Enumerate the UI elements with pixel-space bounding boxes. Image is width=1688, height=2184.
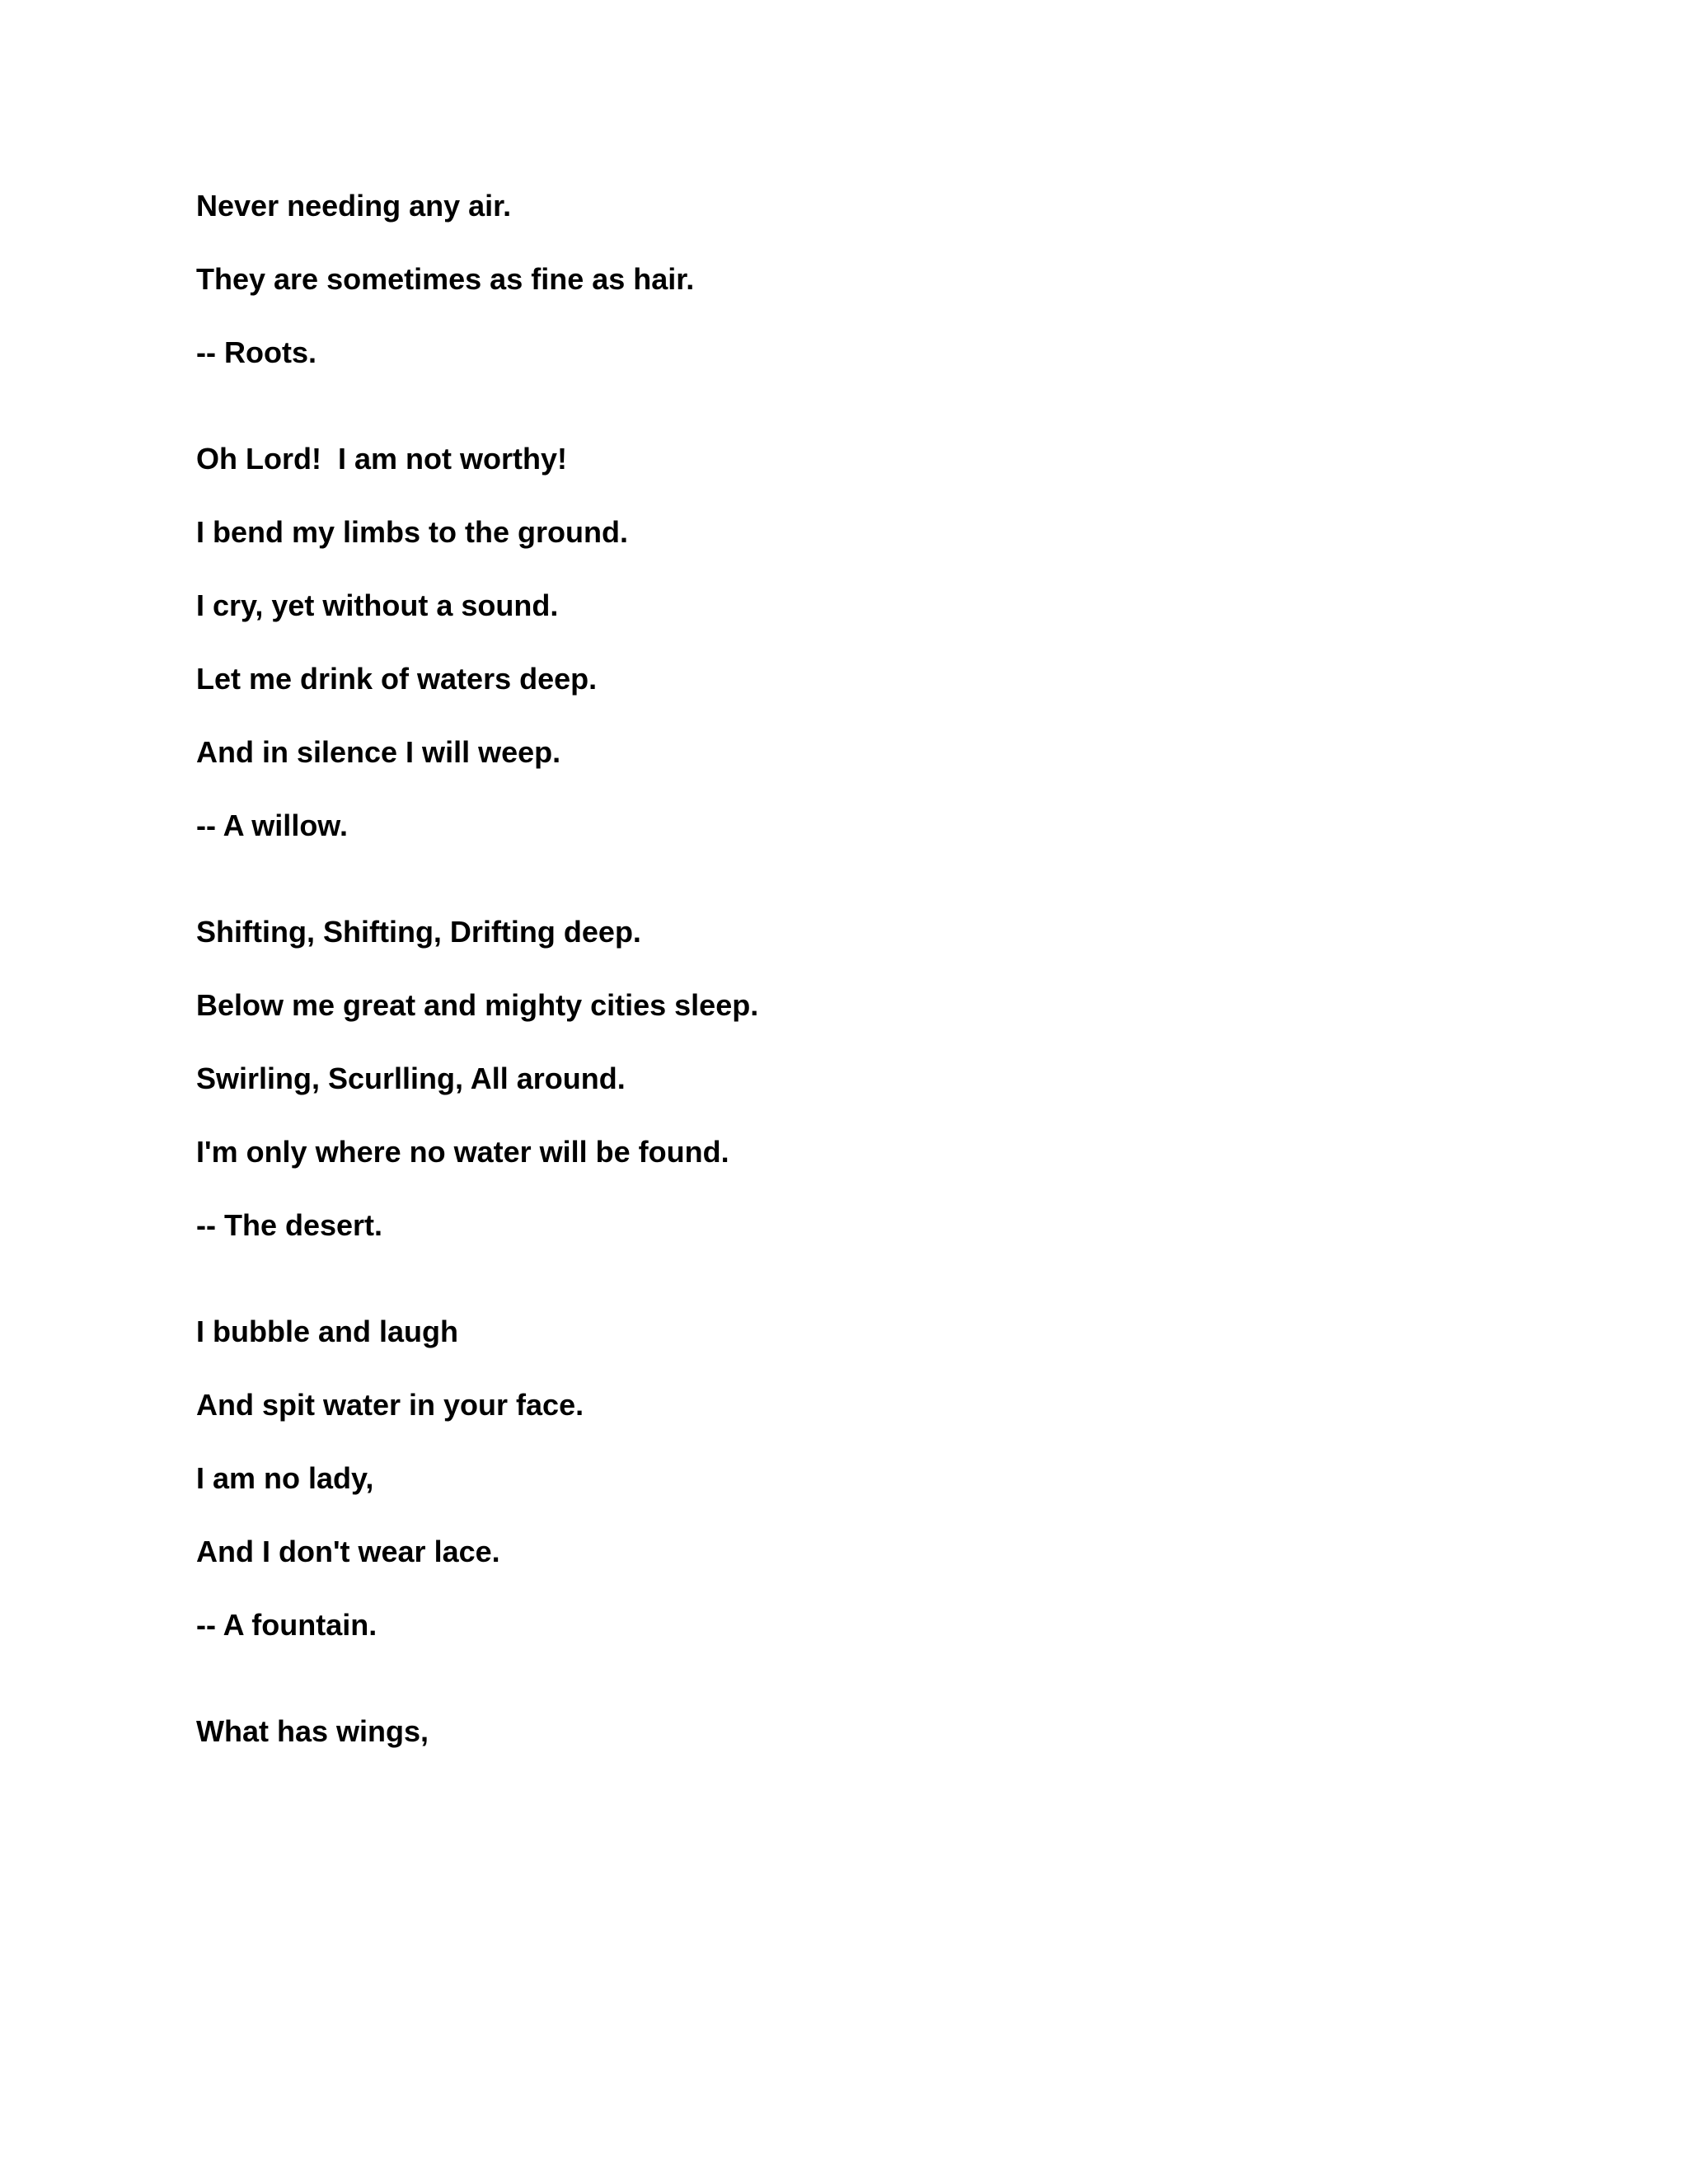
riddle-answer: -- A fountain.	[196, 1608, 377, 1642]
poem-line: What has wings,	[196, 1714, 429, 1748]
riddle-answer: -- The desert.	[196, 1208, 383, 1242]
document-body	[196, 190, 1482, 1821]
poem-line: Oh Lord! I am not worthy!	[196, 442, 567, 476]
poem-line: I bend my limbs to the ground.	[196, 515, 629, 549]
riddle-answer: -- Roots.	[196, 335, 316, 369]
poem-line: Let me drink of waters deep.	[196, 662, 598, 696]
poem-line: I'm only where no water will be found.	[196, 1135, 729, 1169]
poem-line: And spit water in your face.	[196, 1388, 584, 1422]
poem-line: I cry, yet without a sound.	[196, 588, 559, 622]
poem-line: And I don't wear lace.	[196, 1535, 500, 1568]
stanza-willow	[196, 443, 1482, 842]
poem-line: Below me great and mighty cities sleep.	[196, 988, 759, 1022]
poem-line: I am no lady,	[196, 1461, 374, 1495]
riddle-answer: -- A willow.	[196, 808, 348, 842]
poem-line: Swirling, Scurlling, All around.	[196, 1062, 626, 1095]
poem-line: Never needing any air.	[196, 189, 512, 223]
poem-line: I bubble and laugh	[196, 1315, 458, 1348]
poem-line: And in silence I will weep.	[196, 735, 561, 769]
stanza-wings	[196, 1715, 1482, 1748]
poem-line: Shifting, Shifting, Drifting deep.	[196, 915, 641, 949]
poem-line: They are sometimes as fine as hair.	[196, 262, 695, 296]
stanza-fountain	[196, 1315, 1482, 1642]
stanza-roots	[196, 190, 1482, 369]
stanza-desert	[196, 916, 1482, 1242]
